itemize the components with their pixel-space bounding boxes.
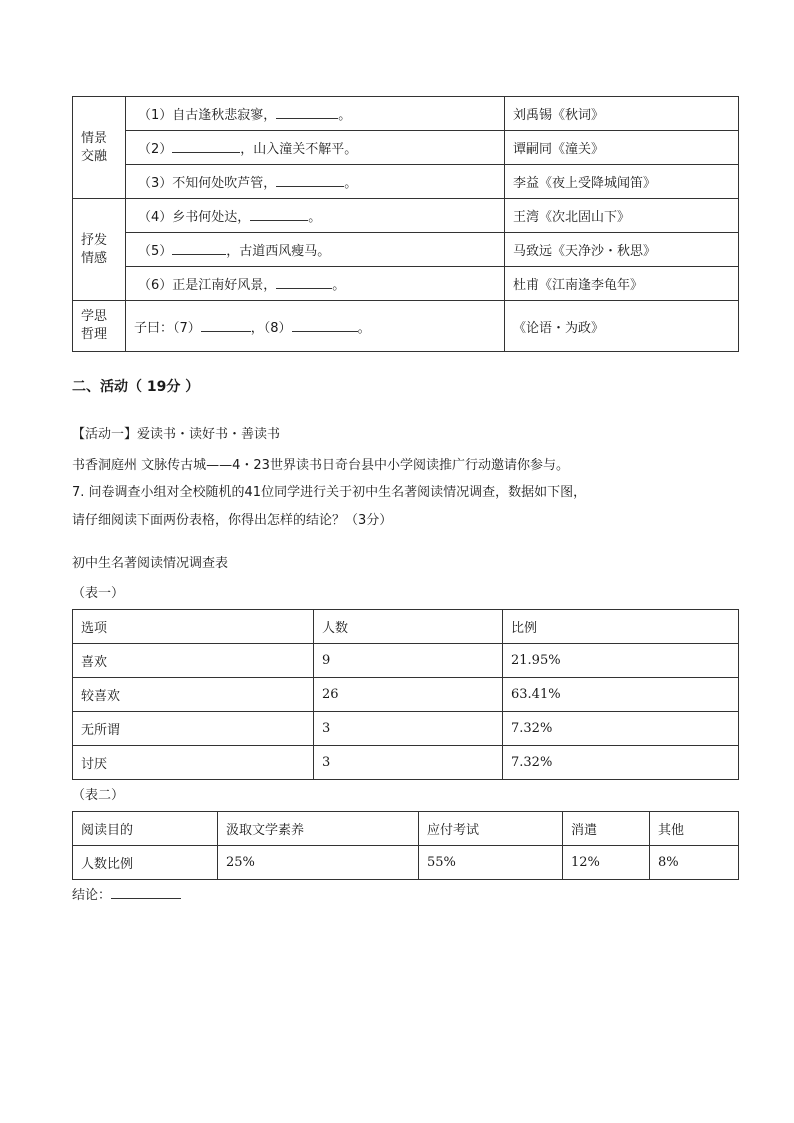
- table-cell: 7.32%: [503, 712, 739, 746]
- table-row: [73, 678, 739, 712]
- answer-blank[interactable]: [276, 276, 332, 289]
- category-cell: [73, 97, 126, 199]
- conclusion-blank[interactable]: [111, 886, 181, 899]
- table-cell: 7.32%: [503, 746, 739, 780]
- table-row: [73, 712, 739, 746]
- table-cell: 9: [314, 644, 503, 678]
- table-row: [73, 846, 739, 880]
- poem-source: 王湾《次北固山下》: [505, 199, 739, 233]
- poem-source: 杜甫《江南逢李龟年》: [505, 267, 739, 301]
- poem-line: （6）正是江南好风景， 。: [126, 267, 505, 301]
- table-cell: 较喜欢: [73, 678, 314, 712]
- table2-label: （表二）: [72, 788, 125, 803]
- survey-table-2: [72, 811, 739, 880]
- table-cell: 人数比例: [73, 846, 218, 880]
- table1-label: （表一）: [72, 586, 125, 601]
- poem-line: （4）乡书何处达， 。: [126, 199, 505, 233]
- table-header-row: [73, 610, 739, 644]
- table-header: 汲取文学素养: [218, 812, 419, 846]
- survey-title: 初中生名著阅读情况调查表: [72, 556, 229, 571]
- table-cell: 3: [314, 712, 503, 746]
- table-cell: 8%: [650, 846, 739, 880]
- conclusion-label: 结论：: [72, 888, 112, 903]
- table-cell: 讨厌: [73, 746, 314, 780]
- table-header: 消遣: [563, 812, 650, 846]
- table-header: 比例: [503, 610, 739, 644]
- table-header-row: [73, 812, 739, 846]
- table-cell: 喜欢: [73, 644, 314, 678]
- category-cell: [73, 301, 126, 352]
- answer-blank[interactable]: [201, 319, 251, 332]
- table-cell: 63.41%: [503, 678, 739, 712]
- poem-table: [72, 96, 739, 352]
- conclusion-line: [72, 884, 181, 903]
- activity-title: 【活动一】爱读书・读好书・善读书: [72, 427, 281, 442]
- poem-line: （1）自古逢秋悲寂寥， 。: [126, 97, 505, 131]
- answer-blank[interactable]: [172, 242, 226, 255]
- category-label: 抒发 情感: [81, 232, 108, 266]
- table-cell: 55%: [419, 846, 563, 880]
- table-header: 人数: [314, 610, 503, 644]
- poem-source: 李益《夜上受降城闻笛》: [505, 165, 739, 199]
- poem-line: 子曰：（7） ，（8） 。: [126, 301, 505, 352]
- poem-source: 马致远《天净沙・秋思》: [505, 233, 739, 267]
- poem-line: （3）不知何处吹芦管， 。: [126, 165, 505, 199]
- intro-text: 书香洞庭州 文脉传古城——4・23世界读书日奇台县中小学阅读推广行动邀请你参与。: [72, 458, 569, 473]
- answer-blank[interactable]: [250, 208, 308, 221]
- category-cell: [73, 199, 126, 301]
- poem-line: （2） ，山入潼关不解平。: [126, 131, 505, 165]
- table-header: 选项: [73, 610, 314, 644]
- table-cell: 12%: [563, 846, 650, 880]
- table-cell: 26: [314, 678, 503, 712]
- poem-line: （5） ，古道西风瘦马。: [126, 233, 505, 267]
- poem-source: 谭嗣同《潼关》: [505, 131, 739, 165]
- table-cell: 3: [314, 746, 503, 780]
- survey-table-1: [72, 609, 739, 780]
- category-label: 学思 哲理: [81, 309, 108, 342]
- table-header: 其他: [650, 812, 739, 846]
- answer-blank[interactable]: [276, 174, 344, 187]
- table-cell: 25%: [218, 846, 419, 880]
- answer-blank[interactable]: [172, 140, 240, 153]
- poem-source: 《论语・为政》: [505, 301, 739, 352]
- answer-blank[interactable]: [292, 319, 358, 332]
- table-row: [73, 746, 739, 780]
- question-text-2: 请仔细阅读下面两份表格，你得出怎样的结论？（3分）: [72, 513, 393, 528]
- table-cell: 无所谓: [73, 712, 314, 746]
- category-label: 情景 交融: [81, 130, 108, 164]
- question-text: 7. 问卷调查小组对全校随机的41位同学进行关于初中生名著阅读情况调查，数据如下图，: [72, 485, 587, 500]
- section-heading: 二、活动（ 19分 ）: [72, 379, 200, 395]
- table-cell: 21.95%: [503, 644, 739, 678]
- table-header: 应付考试: [419, 812, 563, 846]
- poem-source: 刘禹锡《秋词》: [505, 97, 739, 131]
- table-row: [73, 644, 739, 678]
- table-header: 阅读目的: [73, 812, 218, 846]
- answer-blank[interactable]: [276, 106, 338, 119]
